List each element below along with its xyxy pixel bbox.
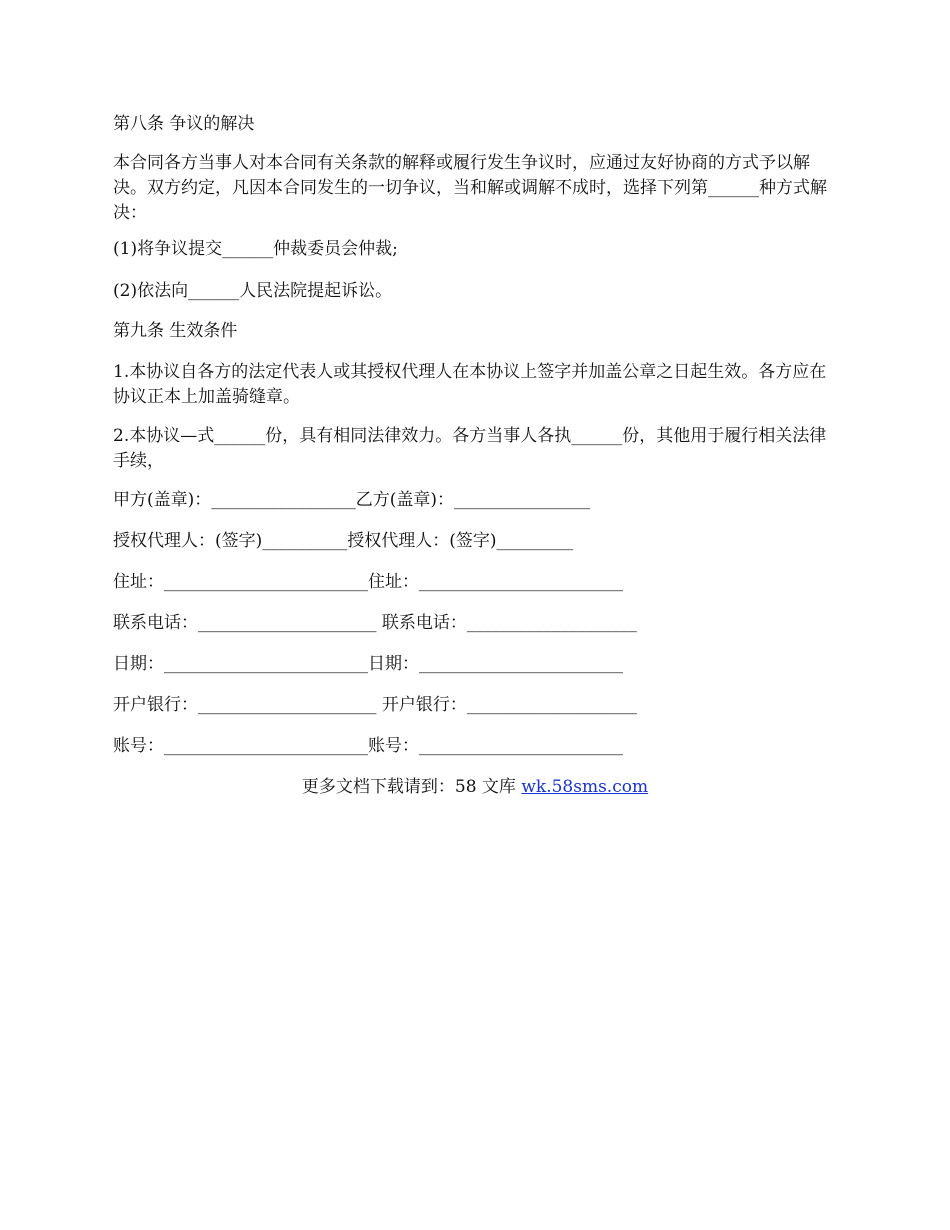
signature-date-line: 日期：________________________日期：________________________ [113,654,623,674]
signature-phone-line: 联系电话：_____________________ 联系电话：____________________ [113,613,637,633]
article8-paragraph: 本合同各方当事人对本合同有关条款的解释或履行发生争议时，应通过友好协商的方式予以解决。双方约定，凡因本合同发生的一切争议，当和解或调解不成时，选择下列第______种方式解决： [113,153,827,223]
signature-bank-line: 开户银行：_____________________ 开户银行：____________________ [113,695,637,715]
signature-address-line: 住址：________________________住址：________________________ [113,572,623,592]
article9-item-1: 1.本协议自各方的法定代表人或其授权代理人在本协议上签字并加盖公章之日起生效。各方应在协议正本上加盖骑缝章。 [113,362,827,407]
signature-seal-line: 甲方(盖章)：_________________乙方(盖章)：________________ [113,490,591,510]
signature-agent-line: 授权代理人：(签字)__________授权代理人：(签字)_________ [113,531,574,551]
article9-heading: 第九条 生效条件 [113,321,238,341]
footer-link[interactable]: wk.58sms.com [521,777,649,797]
footer-text: 更多文档下载请到：58 文库 [301,777,522,797]
article8-option-2: (2)依法向______人民法院提起诉讼。 [113,281,393,301]
article9-item-2: 2.本协议—式______份，具有相同法律效力。各方当事人各执______份，其他用于履行相关法律手续， [113,426,827,471]
article8-option-1: (1)将争议提交______仲裁委员会仲裁; [113,239,398,259]
footer [0,775,950,800]
article8-heading: 第八条 争议的解决 [113,114,255,134]
signature-account-line: 账号：________________________账号：________________________ [113,736,623,756]
